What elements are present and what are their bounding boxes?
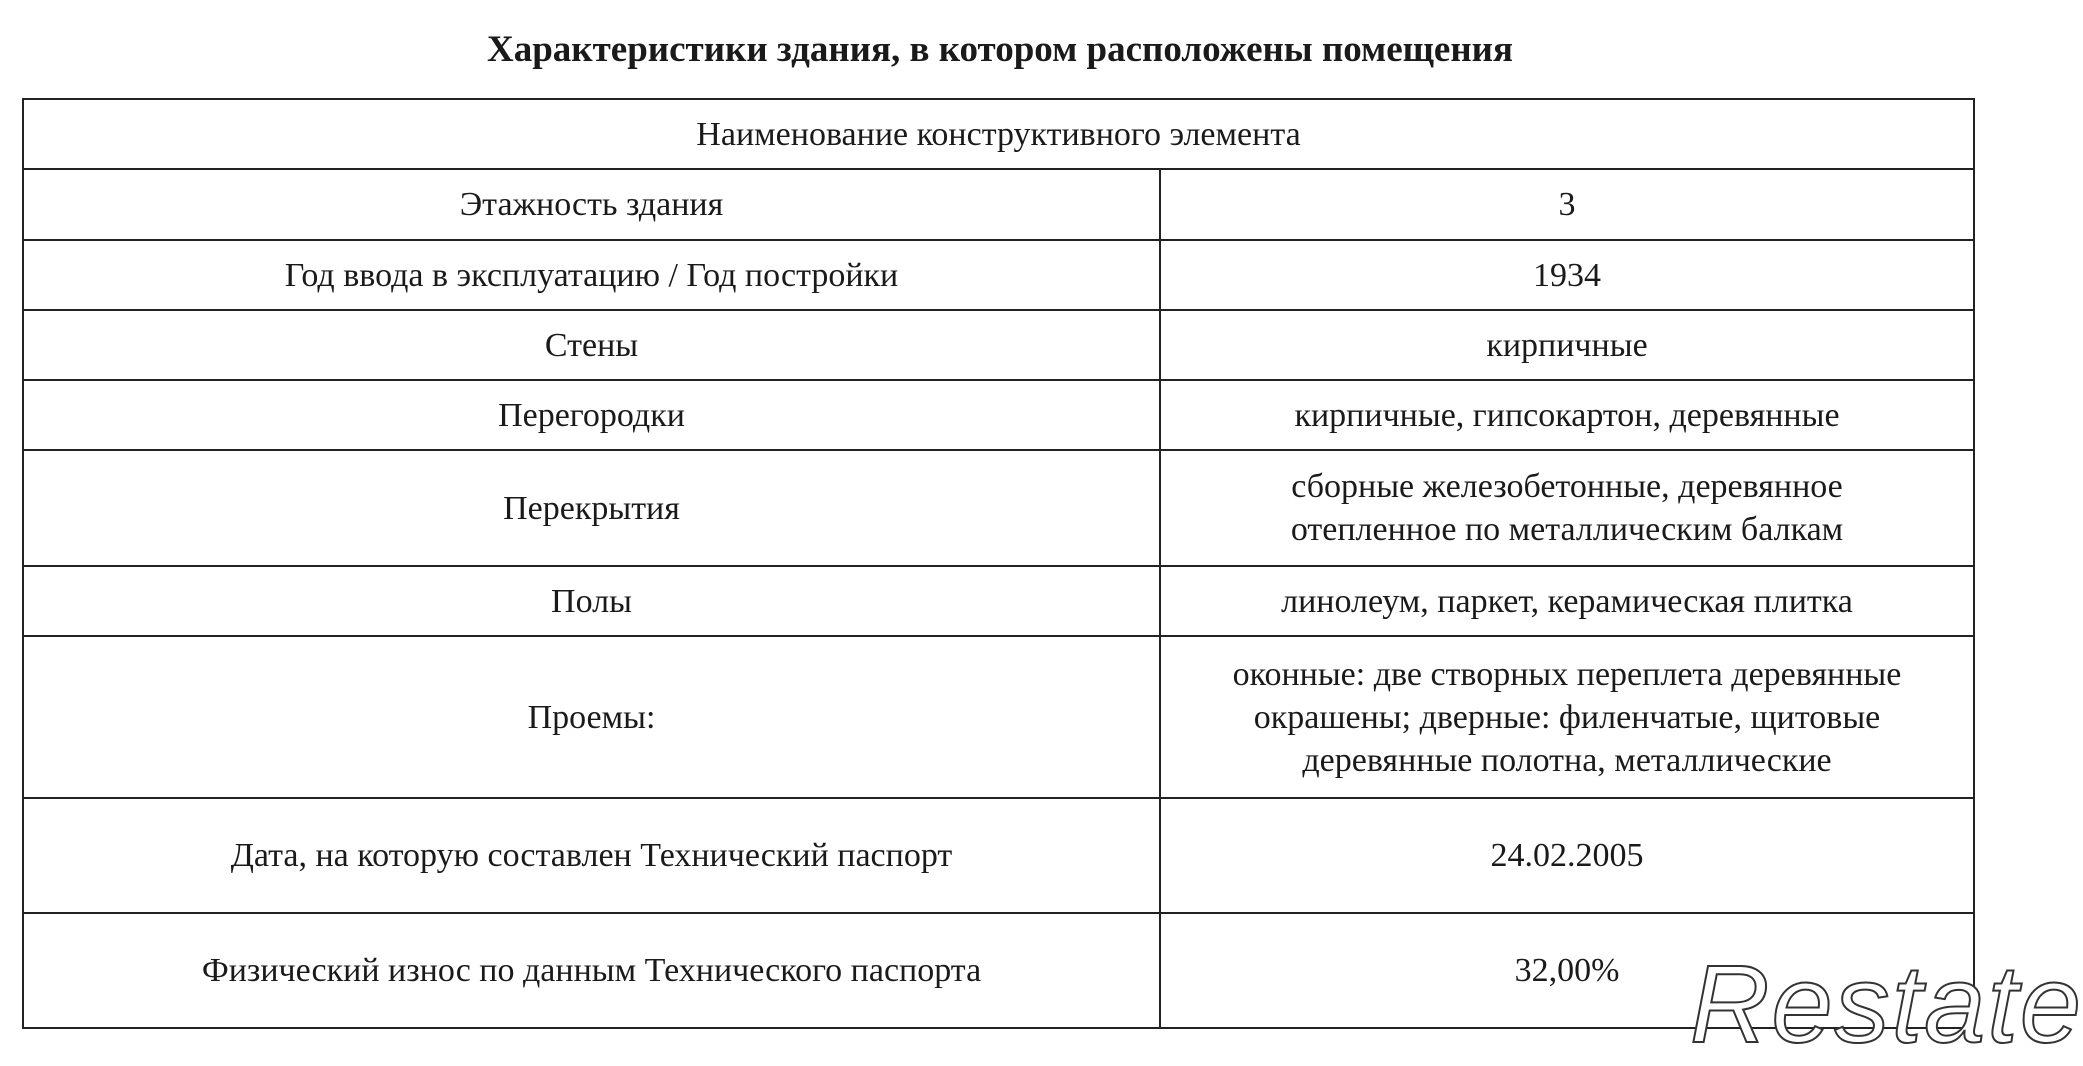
table-row [23,913,1974,1028]
row-label: Физический износ по данным Технического паспорта [23,913,1160,1028]
row-label: Перегородки [23,380,1160,450]
table-row [23,310,1974,380]
row-label: Дата, на которую составлен Технический паспорт [23,798,1160,913]
table-row [23,798,1974,913]
row-label: Полы [23,566,1160,636]
document-title: Характеристики здания, в котором расположены помещения [486,29,1513,70]
row-value: сборные железобетонные, деревянное отепленное по металлическим балкам [1160,450,1974,566]
table-header: Наименование конструктивного элемента [23,99,1974,169]
row-label: Проемы: [23,636,1160,798]
row-value: кирпичные [1160,310,1974,380]
table-row [23,450,1974,566]
row-label: Год ввода в эксплуатацию / Год постройки [23,240,1160,310]
row-value: 3 [1160,169,1974,240]
table-header-row [23,99,1974,169]
table-row [23,169,1974,240]
table-row [23,636,1974,798]
table-row [23,240,1974,310]
building-characteristics-table [22,98,1975,1029]
table-row [23,566,1974,636]
row-value: оконные: две створных переплета деревянные окрашены; дверные: филенчатые, щитовые деревянные полотна, металлические [1160,636,1974,798]
row-label: Стены [23,310,1160,380]
row-label: Перекрытия [23,450,1160,566]
row-value: кирпичные, гипсокартон, деревянные [1160,380,1974,450]
row-label: Этажность здания [23,169,1160,240]
row-value: 1934 [1160,240,1974,310]
restate-watermark-logo: Restate [1690,943,2083,1066]
row-value: 24.02.2005 [1160,798,1974,913]
row-value: 32,00% [1160,913,1974,1028]
row-value: линолеум, паркет, керамическая плитка [1160,566,1974,636]
table-row [23,380,1974,450]
